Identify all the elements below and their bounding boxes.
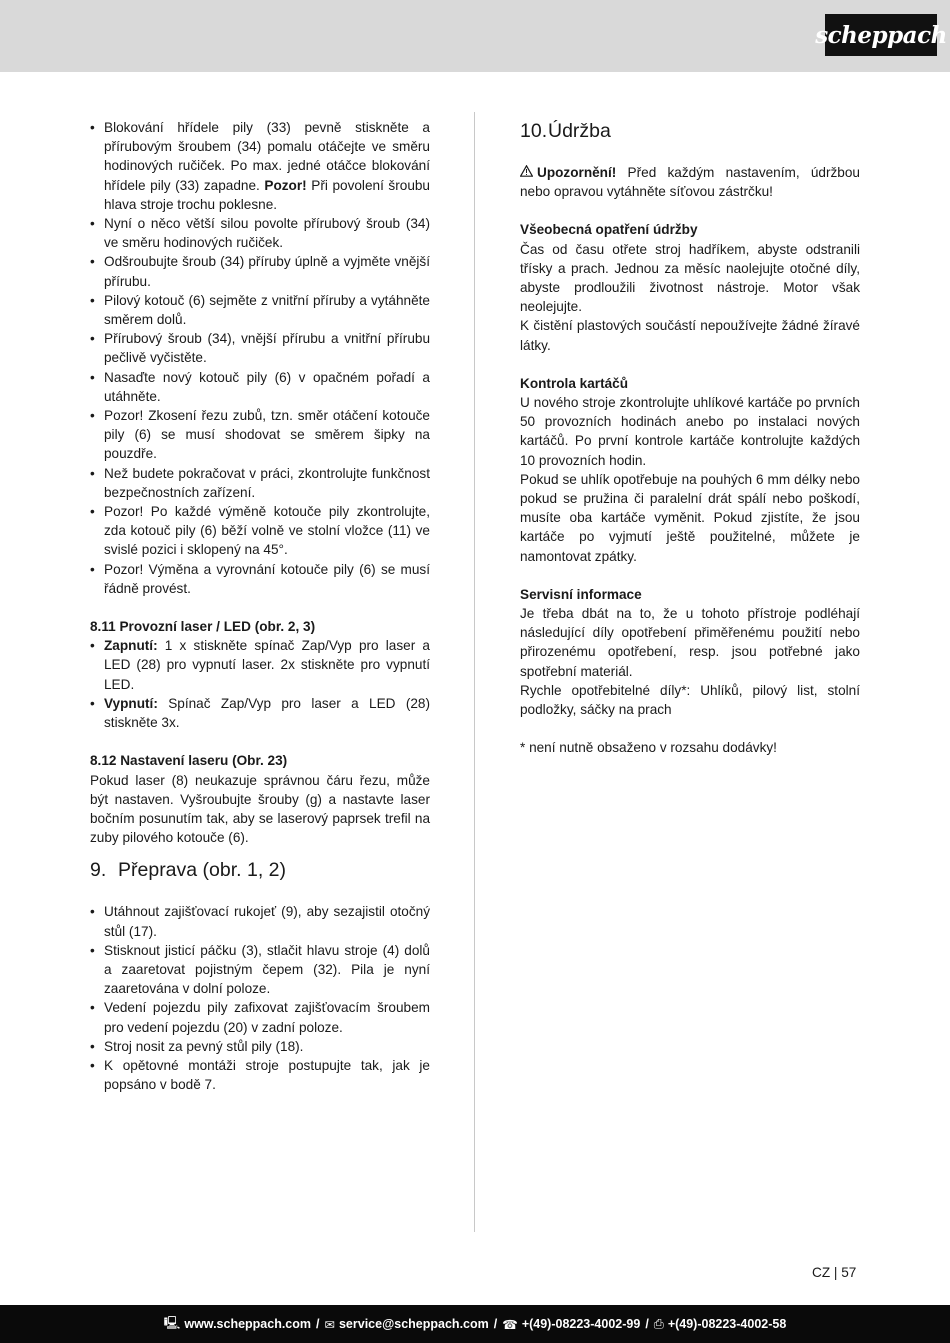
list-item: • Pozor! Zkosení řezu zubů, tzn. směr otáčení kotouče pily (6) se musí shodovat se směrem šipky na pouzdře. [90,406,430,464]
list-item: • Než budete pokračovat v práci, zkontrolujte funkčnost bezpečnostních zařízení. [90,464,430,502]
page-number: CZ | 57 [812,1265,857,1280]
list-item: • Blokování hřídele pily (33) pevně stiskněte a přírubovým šroubem (34) pomalu otáčejte ve směru hodinových ručiček. Po max. jedné otáčce blokování hřídele pily (33) zapadne. Pozor! Při povolení šroubu hlava stroje trochu poklesne. [90,118,430,214]
list-item: • Odšroubujte šroub (34) příruby úplně a vyjměte vnější přírubu. [90,252,430,290]
telephone-icon: ☎ [502,1317,518,1332]
service-info-text: Je třeba dbát na to, že u tohoto přístroje podléhají následující díly opotřebení přiměřenému použití nebo přirozenému opotřebení, resp. jsou potřebné jako spotřební materiál. [520,606,860,679]
footer-web-link[interactable]: www.scheppach.com [184,1317,312,1331]
header-band [0,0,950,72]
section-10-heading: 10.Údržba [520,120,611,142]
brush-check-text: Pokud se uhlík opotřebuje na pouhých 6 mm délky nebo pokud se pružina či paralelní drát spálí nebo poškodí, musíte oba kartáče vyměnit. Pokud zjistíte, že jsou kartáče po vyjmutí ještě použitelné, můžete je namontovat zpátky. [520,471,860,564]
right-column [520,118,860,757]
list-item: • Pozor! Po každé výměně kotouče pily zkontrolujte, zda kotouč pily (6) běží volně ve stolní vložce (11) ve svislé pozici i sklopený na 45°. [90,502,430,560]
transport-steps [90,902,430,1094]
list-item: • Pozor! Výměna a vyrovnání kotouče pily (6) se musí řádně provést. [90,560,430,598]
general-maintenance-text: Čas od času otřete stroj hadříkem, abyste odstranili třísky a prach. Jednou za měsíc naolejujte otočné díly, abyste prodloužili životnost nástroje. Motor však neolejujte. [520,241,860,315]
list-item: • Pilový kotouč (6) sejměte z vnitřní příruby a vytáhněte směrem dolů. [90,291,430,329]
list-item: • Nyní o něco větší silou povolte přírubový šroub (34) ve směru hodinových ručiček. [90,214,430,252]
warning-triangle-icon [520,163,533,182]
footer-fax: +(49)-08223-4002-58 [667,1317,787,1331]
list-item: • Stroj nosit za pevný stůl pily (18). [90,1037,430,1056]
list-item: • K opětovné montáži stroje postupujte tak, jak je popsáno v bodě 7. [90,1056,430,1094]
general-maintenance-title: Všeobecná opatření údržby [520,222,698,238]
warning-text: Upozornění! Před každým nastavením, údržbou nebo opravou vytáhněte síťovou zástrčku! [520,165,860,200]
footnote: * není nutně obsaženo v rozsahu dodávky! [520,740,777,756]
section-8-12-title: 8.12 Nastavení laseru (Obr. 23) [90,753,288,769]
left-column [90,118,430,1094]
computer-icon: 🖳 [163,1315,181,1330]
section-8-12-text: Pokud laser (8) neukazuje správnou čáru řezu, může být nastaven. Vyšroubujte šrouby (g) a nastavte laser bočním posunutím tak, aby se laserový paprsek trefil na zuby pilového kotouče (6). [90,772,430,846]
column-divider [474,112,475,1232]
footer-email-link[interactable]: service@scheppach.com [338,1317,489,1331]
list-item: • Nasaďte nový kotouč pily (6) v opačném pořadí a utáhněte. [90,368,430,406]
envelope-icon: ✉ [324,1317,335,1332]
brush-check-title: Kontrola kartáčů [520,375,629,391]
brush-check-text: U nového stroje zkontrolujte uhlíkové kartáče po prvních 50 provozních hodinách anebo po instalaci nových kartáčů. Po první kontrole kartáče kontrolujte každých 10 provozních hodin. [520,395,860,468]
scheppach-logo: scheppach [825,14,937,56]
list-item: • Utáhnout zajišťovací rukojeť (9), aby sezajistil otočný stůl (17). [90,902,430,940]
section-8-11-title: 8.11 Provozní laser / LED (obr. 2, 3) [90,619,316,635]
blade-change-steps [90,118,430,598]
list-item: • Vypnutí: Spínač Zap/Vyp pro laser a LED (28) stiskněte 3x. [90,694,430,732]
footer-phone: +(49)-08223-4002-99 [521,1317,641,1331]
fax-icon: ⎙ [653,1316,664,1331]
list-item: • Vedení pojezdu pily zafixovat zajišťovacím šroubem pro vedení pojezdu (20) v zadní poloze. [90,998,430,1036]
section-9-heading: 9. Přeprava (obr. 1, 2) [90,859,286,882]
list-item: • Přírubový šroub (34), vnější přírubu a vnitřní přírubu pečlivě vyčistěte. [90,329,430,367]
general-maintenance-text: K čistění plastových součástí nepoužívejte žádné žíravé látky. [520,318,860,353]
list-item: • Zapnutí: 1 x stiskněte spínač Zap/Vyp pro laser a LED (28) pro vypnutí laser. 2x stiskněte pro vypnutí LED. [90,636,430,694]
list-item: • Stisknout jisticí páčku (3), stlačit hlavu stroje (4) dolů a zaaretovat pojistným čepem (32). Pila je nyní zaaretována v dolní poloze. [90,941,430,999]
service-info-title: Servisní informace [520,586,642,602]
laser-led-steps [90,636,430,732]
footer-bar: 🖳 www.scheppach.com / ✉ service@scheppach.com / ☎ +(49)-08223-4002-99 / ⎙ +(49)-08223-4002-58 [0,1305,950,1343]
service-info-text: Rychle opotřebitelné díly*: Uhlíků, pilový list, stolní podložky, sáčky na prach [520,682,860,718]
